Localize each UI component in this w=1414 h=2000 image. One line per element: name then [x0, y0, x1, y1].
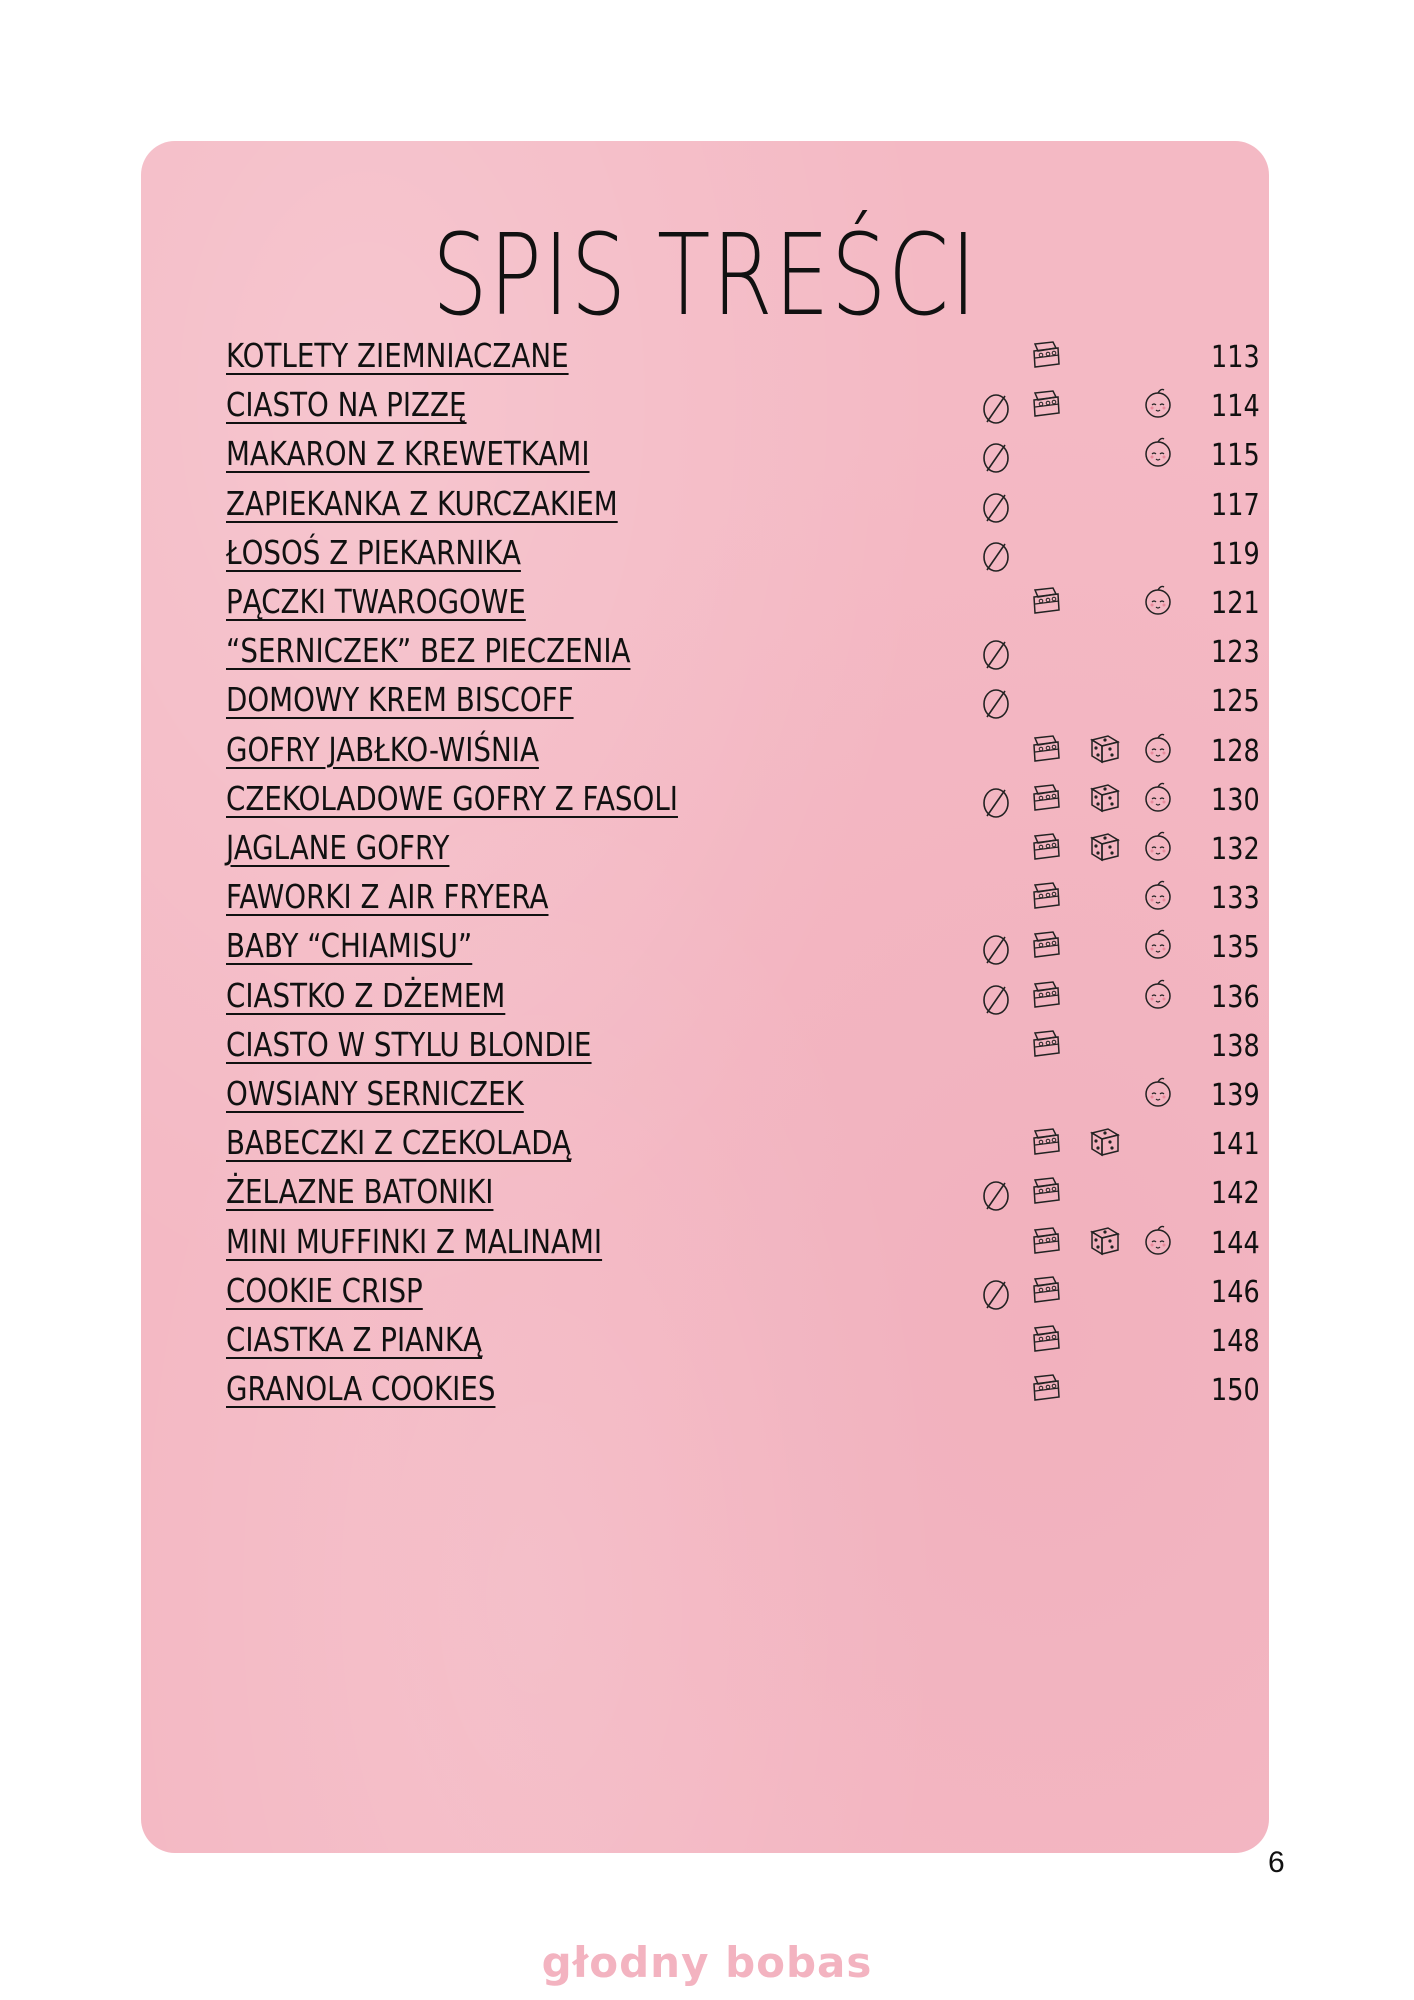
toc-entry[interactable]	[226, 432, 1260, 482]
lunchbox-icon	[1026, 1121, 1066, 1161]
lunchbox-icon	[1026, 974, 1066, 1014]
baby-icon	[1138, 728, 1178, 768]
toc-entry[interactable]	[226, 875, 1260, 925]
toc-entry-title[interactable]: ZAPIEKANKA Z KURCZAKIEM	[226, 483, 618, 523]
toc-entry[interactable]	[226, 1318, 1260, 1368]
baby-icon	[1138, 383, 1178, 423]
toc-entry-page: 119	[1211, 536, 1260, 572]
lunchbox-icon	[1026, 1023, 1066, 1063]
toc-entry-title[interactable]: ŻELAZNE BATONIKI	[226, 1172, 494, 1212]
dice-icon	[1084, 1121, 1124, 1161]
toc-entry[interactable]	[226, 777, 1260, 827]
gluten-free-icon	[976, 980, 1016, 1020]
toc-entry-title[interactable]: FAWORKI Z AIR FRYERA	[226, 877, 549, 917]
toc-entry[interactable]	[226, 482, 1260, 532]
toc-entry-page: 121	[1211, 586, 1260, 621]
toc-entry-page: 115	[1211, 438, 1260, 474]
baby-icon	[1138, 826, 1178, 866]
toc-entry[interactable]	[226, 826, 1260, 876]
toc-entry-page: 138	[1211, 1028, 1260, 1064]
lunchbox-icon	[1026, 383, 1066, 423]
dice-icon	[1084, 826, 1124, 866]
lunchbox-icon	[1026, 728, 1066, 768]
baby-icon	[1138, 875, 1178, 915]
gluten-free-icon	[976, 389, 1016, 429]
toc-entry-title[interactable]: KOTLETY ZIEMNIACZANE	[226, 336, 569, 375]
toc-entry-title[interactable]: MAKARON Z KREWETKAMI	[226, 434, 590, 474]
lunchbox-icon	[1026, 924, 1066, 964]
toc-entry-title[interactable]: CIASTO W STYLU BLONDIE	[226, 1024, 592, 1064]
toc-entry-page: 123	[1211, 635, 1260, 671]
toc-entry-page: 130	[1211, 782, 1260, 818]
toc-entry-page: 117	[1211, 487, 1260, 523]
toc-entry[interactable]	[226, 728, 1260, 778]
toc-entry-title[interactable]: BABY “CHIAMISU”	[226, 926, 473, 966]
toc-entry[interactable]	[226, 383, 1260, 433]
toc-entry-page: 150	[1211, 1373, 1260, 1409]
toc-entry-title[interactable]: BABECZKI Z CZEKOLADĄ	[226, 1123, 572, 1163]
gluten-free-icon	[976, 783, 1016, 823]
toc-entry-page: 125	[1211, 684, 1260, 720]
baby-icon	[1138, 1072, 1178, 1112]
page-number: 6	[1268, 1846, 1285, 1879]
brand-logo: głodny bobas	[541, 1938, 873, 1987]
lunchbox-icon	[1026, 1318, 1066, 1358]
toc-entry-title[interactable]: CIASTO NA PIZZĘ	[226, 385, 467, 425]
toc-entry-title[interactable]: CIASTKO Z DŻEMEM	[226, 975, 506, 1015]
lunchbox-icon	[1026, 1269, 1066, 1309]
toc-entry-title[interactable]: “SERNICZEK” BEZ PIECZENIA	[226, 631, 631, 671]
toc-entry-title[interactable]: COOKIE CRISP	[226, 1270, 423, 1310]
gluten-free-icon	[976, 1275, 1016, 1315]
toc-entry-page: 148	[1211, 1324, 1260, 1359]
baby-icon	[1138, 777, 1178, 817]
baby-icon	[1138, 924, 1178, 964]
toc-entry-title[interactable]: GRANOLA COOKIES	[226, 1369, 496, 1409]
baby-icon	[1138, 432, 1178, 472]
toc-entry[interactable]	[226, 334, 1260, 384]
toc-card	[141, 141, 1269, 1853]
lunchbox-icon	[1026, 875, 1066, 915]
toc-entry[interactable]	[226, 1269, 1260, 1319]
toc-entry-page: 139	[1211, 1078, 1260, 1113]
dice-icon	[1084, 777, 1124, 817]
toc-entry-title[interactable]: CZEKOLADOWE GOFRY Z FASOLI	[226, 778, 678, 818]
gluten-free-icon	[976, 684, 1016, 724]
toc-entry-title[interactable]: GOFRY JABŁKO-WIŚNIA	[226, 729, 539, 769]
lunchbox-icon	[1026, 334, 1066, 374]
toc-entry[interactable]	[226, 1367, 1260, 1417]
baby-icon	[1138, 974, 1178, 1014]
lunchbox-icon	[1026, 580, 1066, 620]
toc-entry-title[interactable]: MINI MUFFINKI Z MALINAMI	[226, 1221, 603, 1261]
dice-icon	[1084, 1220, 1124, 1260]
toc-entry-page: 142	[1211, 1176, 1260, 1212]
toc-entry-page: 135	[1211, 930, 1260, 966]
lunchbox-icon	[1026, 826, 1066, 866]
toc-entry[interactable]	[226, 974, 1260, 1024]
toc-entry-title[interactable]: PĄCZKI TWAROGOWE	[226, 582, 526, 621]
toc-entry-page: 113	[1211, 340, 1260, 375]
toc-entry[interactable]	[226, 1072, 1260, 1122]
toc-entry-title[interactable]: OWSIANY SERNICZEK	[226, 1074, 524, 1113]
toc-entry[interactable]	[226, 678, 1260, 728]
toc-entry[interactable]	[226, 1220, 1260, 1270]
lunchbox-icon	[1026, 1367, 1066, 1407]
toc-entry[interactable]	[226, 580, 1260, 630]
dice-icon	[1084, 728, 1124, 768]
toc-entry-page: 146	[1211, 1274, 1260, 1310]
toc-entry-title[interactable]: DOMOWY KREM BISCOFF	[226, 680, 574, 720]
toc-entry[interactable]	[226, 1023, 1260, 1073]
toc-entry-page: 136	[1211, 979, 1260, 1015]
page-title: SPIS TREŚCI	[432, 211, 978, 341]
lunchbox-icon	[1026, 1170, 1066, 1210]
lunchbox-icon	[1026, 1220, 1066, 1260]
baby-icon	[1138, 580, 1178, 620]
lunchbox-icon	[1026, 777, 1066, 817]
toc-entry-page: 132	[1211, 832, 1260, 867]
toc-entry-title[interactable]: ŁOSOŚ Z PIEKARNIKA	[226, 532, 521, 572]
toc-entry-page: 144	[1211, 1225, 1260, 1261]
toc-entry-page: 141	[1211, 1127, 1260, 1163]
gluten-free-icon	[976, 488, 1016, 528]
toc-entry[interactable]	[226, 1121, 1260, 1171]
gluten-free-icon	[976, 635, 1016, 675]
toc-entry-page: 133	[1211, 881, 1260, 917]
gluten-free-icon	[976, 1176, 1016, 1216]
toc-entry-title[interactable]: CIASTKA Z PIANKĄ	[226, 1320, 483, 1359]
toc-entry[interactable]	[226, 1170, 1260, 1220]
toc-entry[interactable]	[226, 629, 1260, 679]
toc-entry[interactable]	[226, 924, 1260, 974]
toc-entry-page: 114	[1211, 389, 1260, 425]
toc-entry-page: 128	[1211, 733, 1260, 769]
toc-entry-title[interactable]: JAGLANE GOFRY	[226, 828, 450, 867]
baby-icon	[1138, 1220, 1178, 1260]
gluten-free-icon	[976, 930, 1016, 970]
gluten-free-icon	[976, 438, 1016, 478]
toc-entry[interactable]	[226, 531, 1260, 581]
gluten-free-icon	[976, 537, 1016, 577]
